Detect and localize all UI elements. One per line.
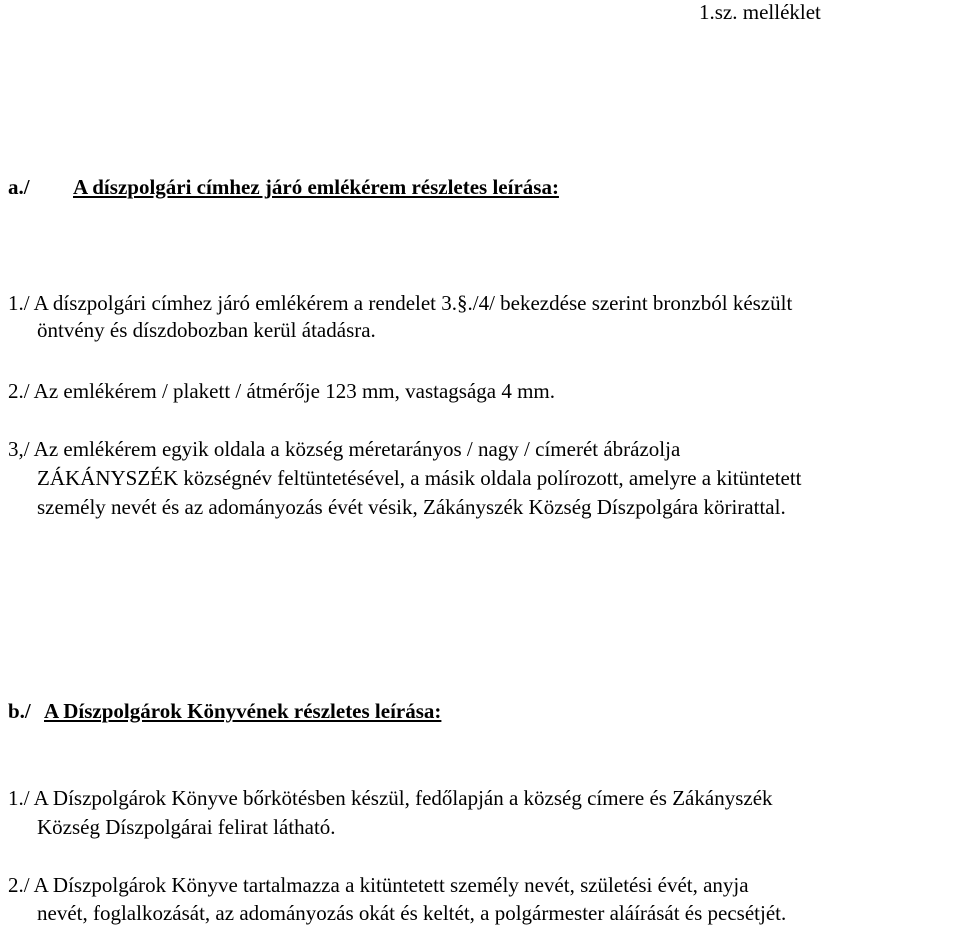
annex-label: 1.sz. melléklet: [699, 0, 821, 24]
section-a-item-2-line-1: 2./ Az emlékérem / plakett / átmérője 123 mm, vastagsága 4 mm.: [8, 379, 556, 403]
section-b-marker: b./: [8, 699, 31, 723]
section-a-item-1-line-2: öntvény és díszdobozban kerül átadásra.: [37, 318, 376, 342]
section-a-marker: a./: [8, 175, 30, 199]
section-b-item-2-line-2: nevét, foglalkozását, az adományozás okát és keltét, a polgármester aláírását és pecsétjét.: [37, 901, 787, 925]
section-a-item-3-line-1: 3,/ Az emlékérem egyik oldala a község méretarányos / nagy / címerét ábrázolja: [8, 437, 681, 461]
section-a-title: A díszpolgári címhez járó emlékérem részletes leírása:: [73, 175, 559, 199]
section-a-item-3-line-2: ZÁKÁNYSZÉK községnév feltüntetésével, a másik oldala polírozott, amelyre a kitüntetett: [37, 466, 802, 490]
section-a-item-1-line-1: 1./ A díszpolgári címhez járó emlékérem a rendelet 3.§./4/ bekezdése szerint bronzból készült: [8, 291, 793, 315]
section-b-item-1-line-1: 1./ A Díszpolgárok Könyve bőrkötésben készül, fedőlapján a község címere és Zákányszék: [8, 786, 773, 810]
section-b-item-2-line-1: 2./ A Díszpolgárok Könyve tartalmazza a kitüntetett személy nevét, születési évét, anyja: [8, 873, 749, 897]
section-a-item-3-line-3: személy nevét és az adományozás évét vésik, Zákányszék Község Díszpolgára körirattal.: [37, 495, 786, 519]
section-b-title: A Díszpolgárok Könyvének részletes leírása:: [44, 699, 442, 723]
section-b-item-1-line-2: Község Díszpolgárai felirat látható.: [37, 815, 336, 839]
